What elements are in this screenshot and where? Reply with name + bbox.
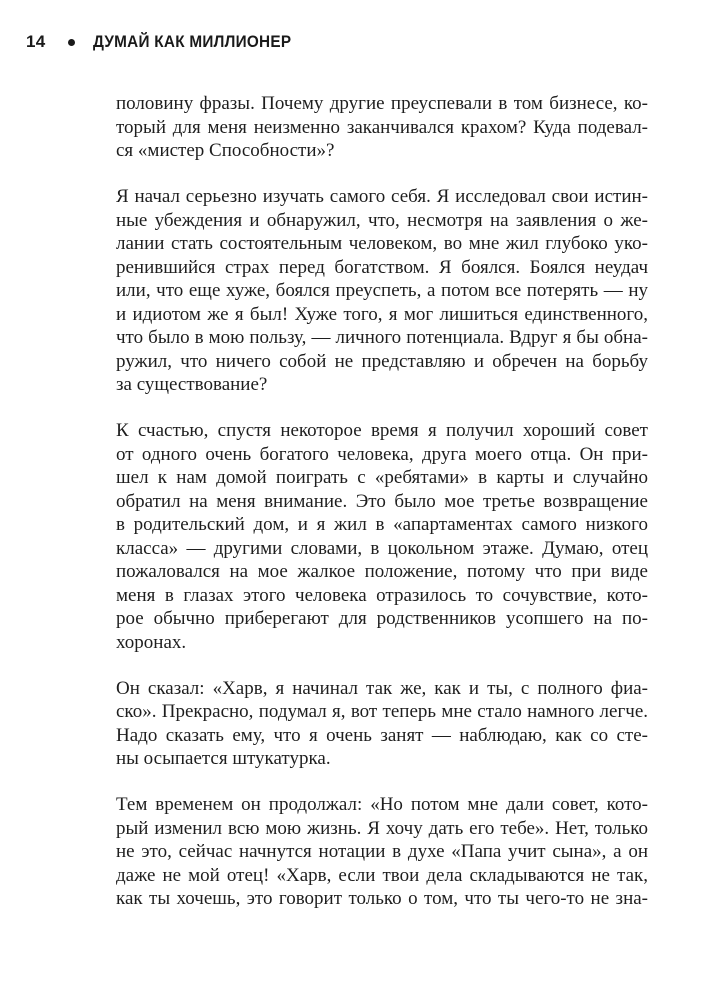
bullet-separator-icon bbox=[68, 39, 75, 46]
text-line: Он сказал: «Харв, я начинал так же, как и ты, с полного фиа- bbox=[116, 677, 648, 699]
body-text bbox=[116, 92, 648, 933]
text-line: К счастью, спустя некоторое время я получил хороший совет bbox=[116, 420, 648, 441]
text-line: за существование? bbox=[116, 374, 268, 395]
text-line: Я начал серьезно изучать самого себя. Я исследовал свои истин- bbox=[116, 186, 648, 207]
text-line: даже не мой отец! «Харв, если твои дела складываются не так, bbox=[116, 864, 648, 886]
running-header bbox=[26, 32, 313, 52]
text-line: меня в глазах этого человека отразилось то сочувствие, кото- bbox=[116, 584, 648, 606]
text-line: лании стать состоятельным человеком, во мне жил глубоко уко- bbox=[116, 233, 648, 254]
paragraph-1 bbox=[116, 92, 648, 163]
book-title: ДУМАЙ КАК МИЛЛИОНЕР bbox=[92, 32, 291, 51]
text-line: ско». Прекрасно, подумал я, вот теперь мне стало намного легче. bbox=[116, 701, 648, 722]
text-line: обратил на меня внимание. Это было мое третье возвращение bbox=[116, 490, 648, 512]
text-line: рый изменил всю мою жизнь. Я хочу дать его тебе». Нет, только bbox=[116, 817, 648, 839]
text-line: и идиотом же я был! Хуже того, я мог лишиться единственного, bbox=[116, 303, 648, 325]
text-line: ные убеждения и обнаружил, что, несмотря на заявления о же- bbox=[116, 209, 648, 231]
text-line: рое обычно приберегают для родственников усопшего на по- bbox=[116, 608, 648, 629]
text-line: или, что еще хуже, боялся преуспеть, а потом все потерять — ну bbox=[116, 280, 648, 301]
paragraph-3 bbox=[116, 419, 648, 654]
text-line: ся «мистер Способности»? bbox=[116, 140, 335, 161]
paragraph-2 bbox=[116, 185, 648, 397]
text-line: класса» — другими словами, в цокольном этаже. Думаю, отец bbox=[116, 537, 648, 559]
text-line: пожаловался на мое жалкое положение, потому что при виде bbox=[116, 561, 648, 582]
text-line: ны осыпается штукатурка. bbox=[116, 748, 331, 769]
page-number: 14 bbox=[26, 32, 46, 51]
text-line: что было в мою пользу, — личного потенциала. Вдруг я бы обна- bbox=[116, 327, 648, 348]
text-line: от одного очень богатого человека, друга моего отца. Он при- bbox=[116, 443, 648, 465]
text-line: как ты хочешь, это говорит только о том, что ты чего-то не зна- bbox=[116, 888, 648, 909]
text-line: в родительский дом, и я жил в «апартаментах самого низкого bbox=[116, 514, 648, 535]
paragraph-4 bbox=[116, 677, 648, 771]
text-line: не это, сейчас начнутся нотации в духе «Папа учит сына», а он bbox=[116, 841, 648, 862]
text-line: Тем временем он продолжал: «Но потом мне дали совет, кото- bbox=[116, 794, 648, 815]
text-line: ренившийся страх перед богатством. Я боялся. Боялся неудач bbox=[116, 256, 648, 278]
text-line: хоронах. bbox=[116, 631, 187, 653]
text-line: Надо сказать ему, что я очень занят — наблюдаю, как со сте- bbox=[116, 724, 648, 746]
text-line: ружил, что ничего собой не представляю и обречен на борьбу bbox=[116, 350, 648, 372]
text-line: половину фразы. Почему другие преуспевали в том бизнесе, ко- bbox=[116, 93, 648, 114]
text-line: шел к нам домой поиграть с «ребятами» в карты и случайно bbox=[116, 467, 648, 488]
text-line: торый для меня неизменно заканчивался крахом? Куда подевал- bbox=[116, 116, 648, 138]
paragraph-5 bbox=[116, 793, 648, 911]
